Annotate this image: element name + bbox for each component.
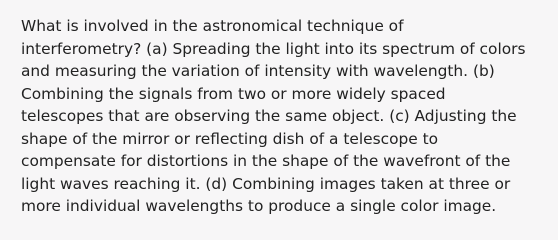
question-line: Combining the signals from two or more widely spaced: [21, 84, 446, 103]
question-line: and measuring the variation of intensity with wavelength. (b): [21, 62, 495, 80]
question-line: interferometry? (a) Spreading the light into its spectrum of colors: [21, 39, 526, 58]
question-line: telescopes that are observing the same object. (c) Adjusting the: [21, 107, 517, 125]
question-line: more individual wavelengths to produce a single color image.: [21, 197, 497, 215]
question-text: [21, 15, 541, 218]
question-line: shape of the mirror or reflecting dish of a telescope to: [21, 129, 439, 148]
question-line: compensate for distortions in the shape of the wavefront of the: [21, 152, 511, 170]
question-line: What is involved in the astronomical technique of: [21, 17, 404, 35]
question-line: light waves reaching it. (d) Combining images taken at three or: [21, 174, 511, 193]
